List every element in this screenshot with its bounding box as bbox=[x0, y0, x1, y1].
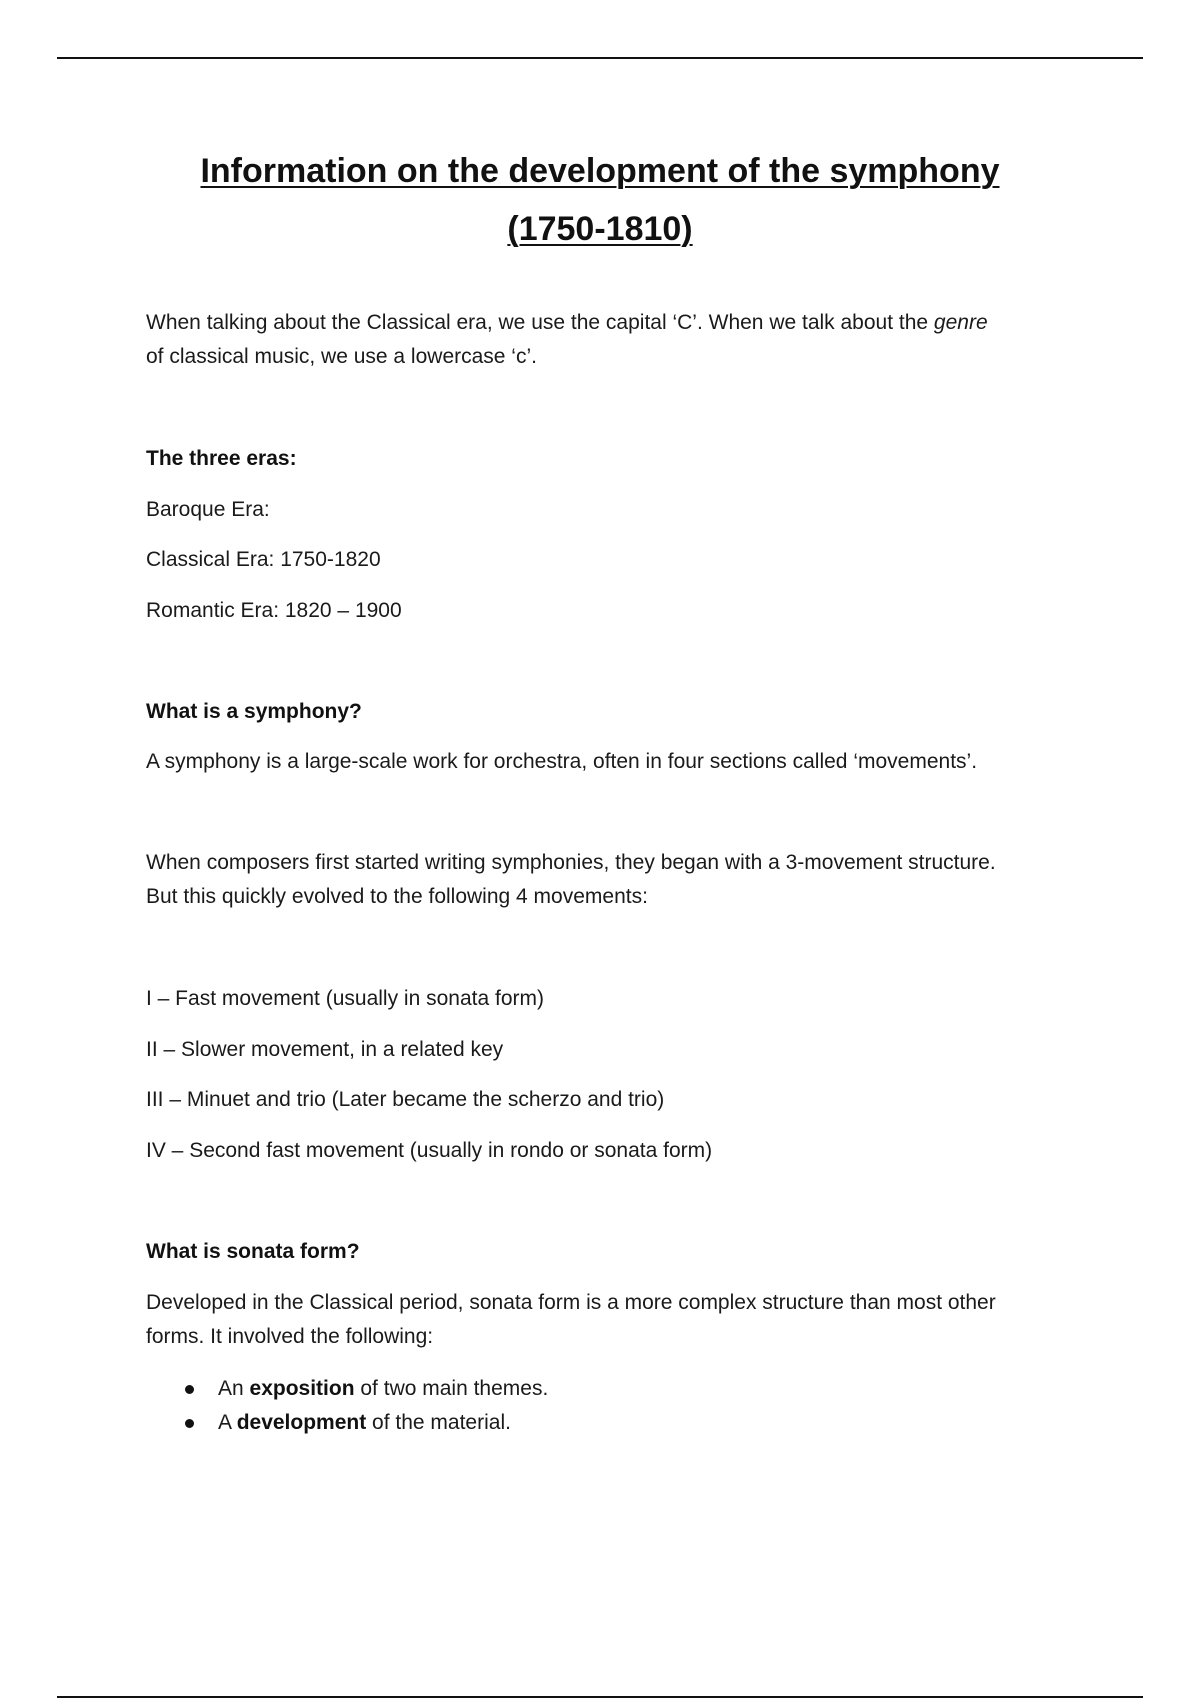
sonata-description: Developed in the Classical period, sonata form is a more complex structure than most other forms. It involved the following: bbox=[146, 1291, 996, 1348]
title-line-2: (1750-1810) bbox=[507, 210, 693, 248]
movement-3: III – Minuet and trio (Later became the scherzo and trio) bbox=[146, 1088, 665, 1111]
bottom-rule bbox=[57, 1696, 1143, 1698]
title-line-1: Information on the development of the symphony bbox=[200, 152, 1000, 190]
bullet-post: of the material. bbox=[366, 1411, 511, 1434]
bullet-pre: A bbox=[218, 1411, 237, 1434]
page-title bbox=[0, 142, 1200, 258]
bullet-bold: exposition bbox=[249, 1377, 355, 1400]
era-classical: Classical Era: 1750-1820 bbox=[146, 548, 381, 571]
sonata-heading: What is sonata form? bbox=[146, 1240, 360, 1263]
symphony-heading: What is a symphony? bbox=[146, 700, 362, 723]
intro-text-part2: of classical music, we use a lowercase ‘c’. bbox=[146, 345, 537, 368]
sonata-bullet-list bbox=[146, 1372, 1096, 1440]
symphony-evolution: When composers first started writing symphonies, they began with a 3-movement structure. But this quickly evolved to the following 4 movements: bbox=[146, 851, 996, 908]
bullet-icon bbox=[185, 1419, 194, 1428]
movement-4: IV – Second fast movement (usually in rondo or sonata form) bbox=[146, 1139, 713, 1162]
eras-heading: The three eras: bbox=[146, 447, 297, 470]
intro-text-part1: When talking about the Classical era, we use the capital ‘C’. When we talk about the bbox=[146, 311, 934, 334]
movement-1: I – Fast movement (usually in sonata form) bbox=[146, 987, 544, 1010]
intro-genre-word: genre bbox=[933, 311, 988, 334]
bullet-bold: development bbox=[236, 1411, 367, 1434]
intro-paragraph bbox=[146, 306, 1096, 374]
bullet-post: of two main themes. bbox=[354, 1377, 549, 1400]
era-romantic: Romantic Era: 1820 – 1900 bbox=[146, 599, 402, 622]
top-rule bbox=[57, 57, 1143, 59]
bullet-icon bbox=[185, 1385, 194, 1394]
list-item bbox=[146, 1406, 1096, 1440]
list-item bbox=[146, 1372, 1096, 1406]
movement-2: II – Slower movement, in a related key bbox=[146, 1038, 504, 1061]
era-baroque: Baroque Era: bbox=[146, 498, 270, 521]
bullet-pre: An bbox=[218, 1377, 250, 1400]
symphony-definition: A symphony is a large-scale work for orchestra, often in four sections called ‘movements’. bbox=[146, 750, 978, 773]
